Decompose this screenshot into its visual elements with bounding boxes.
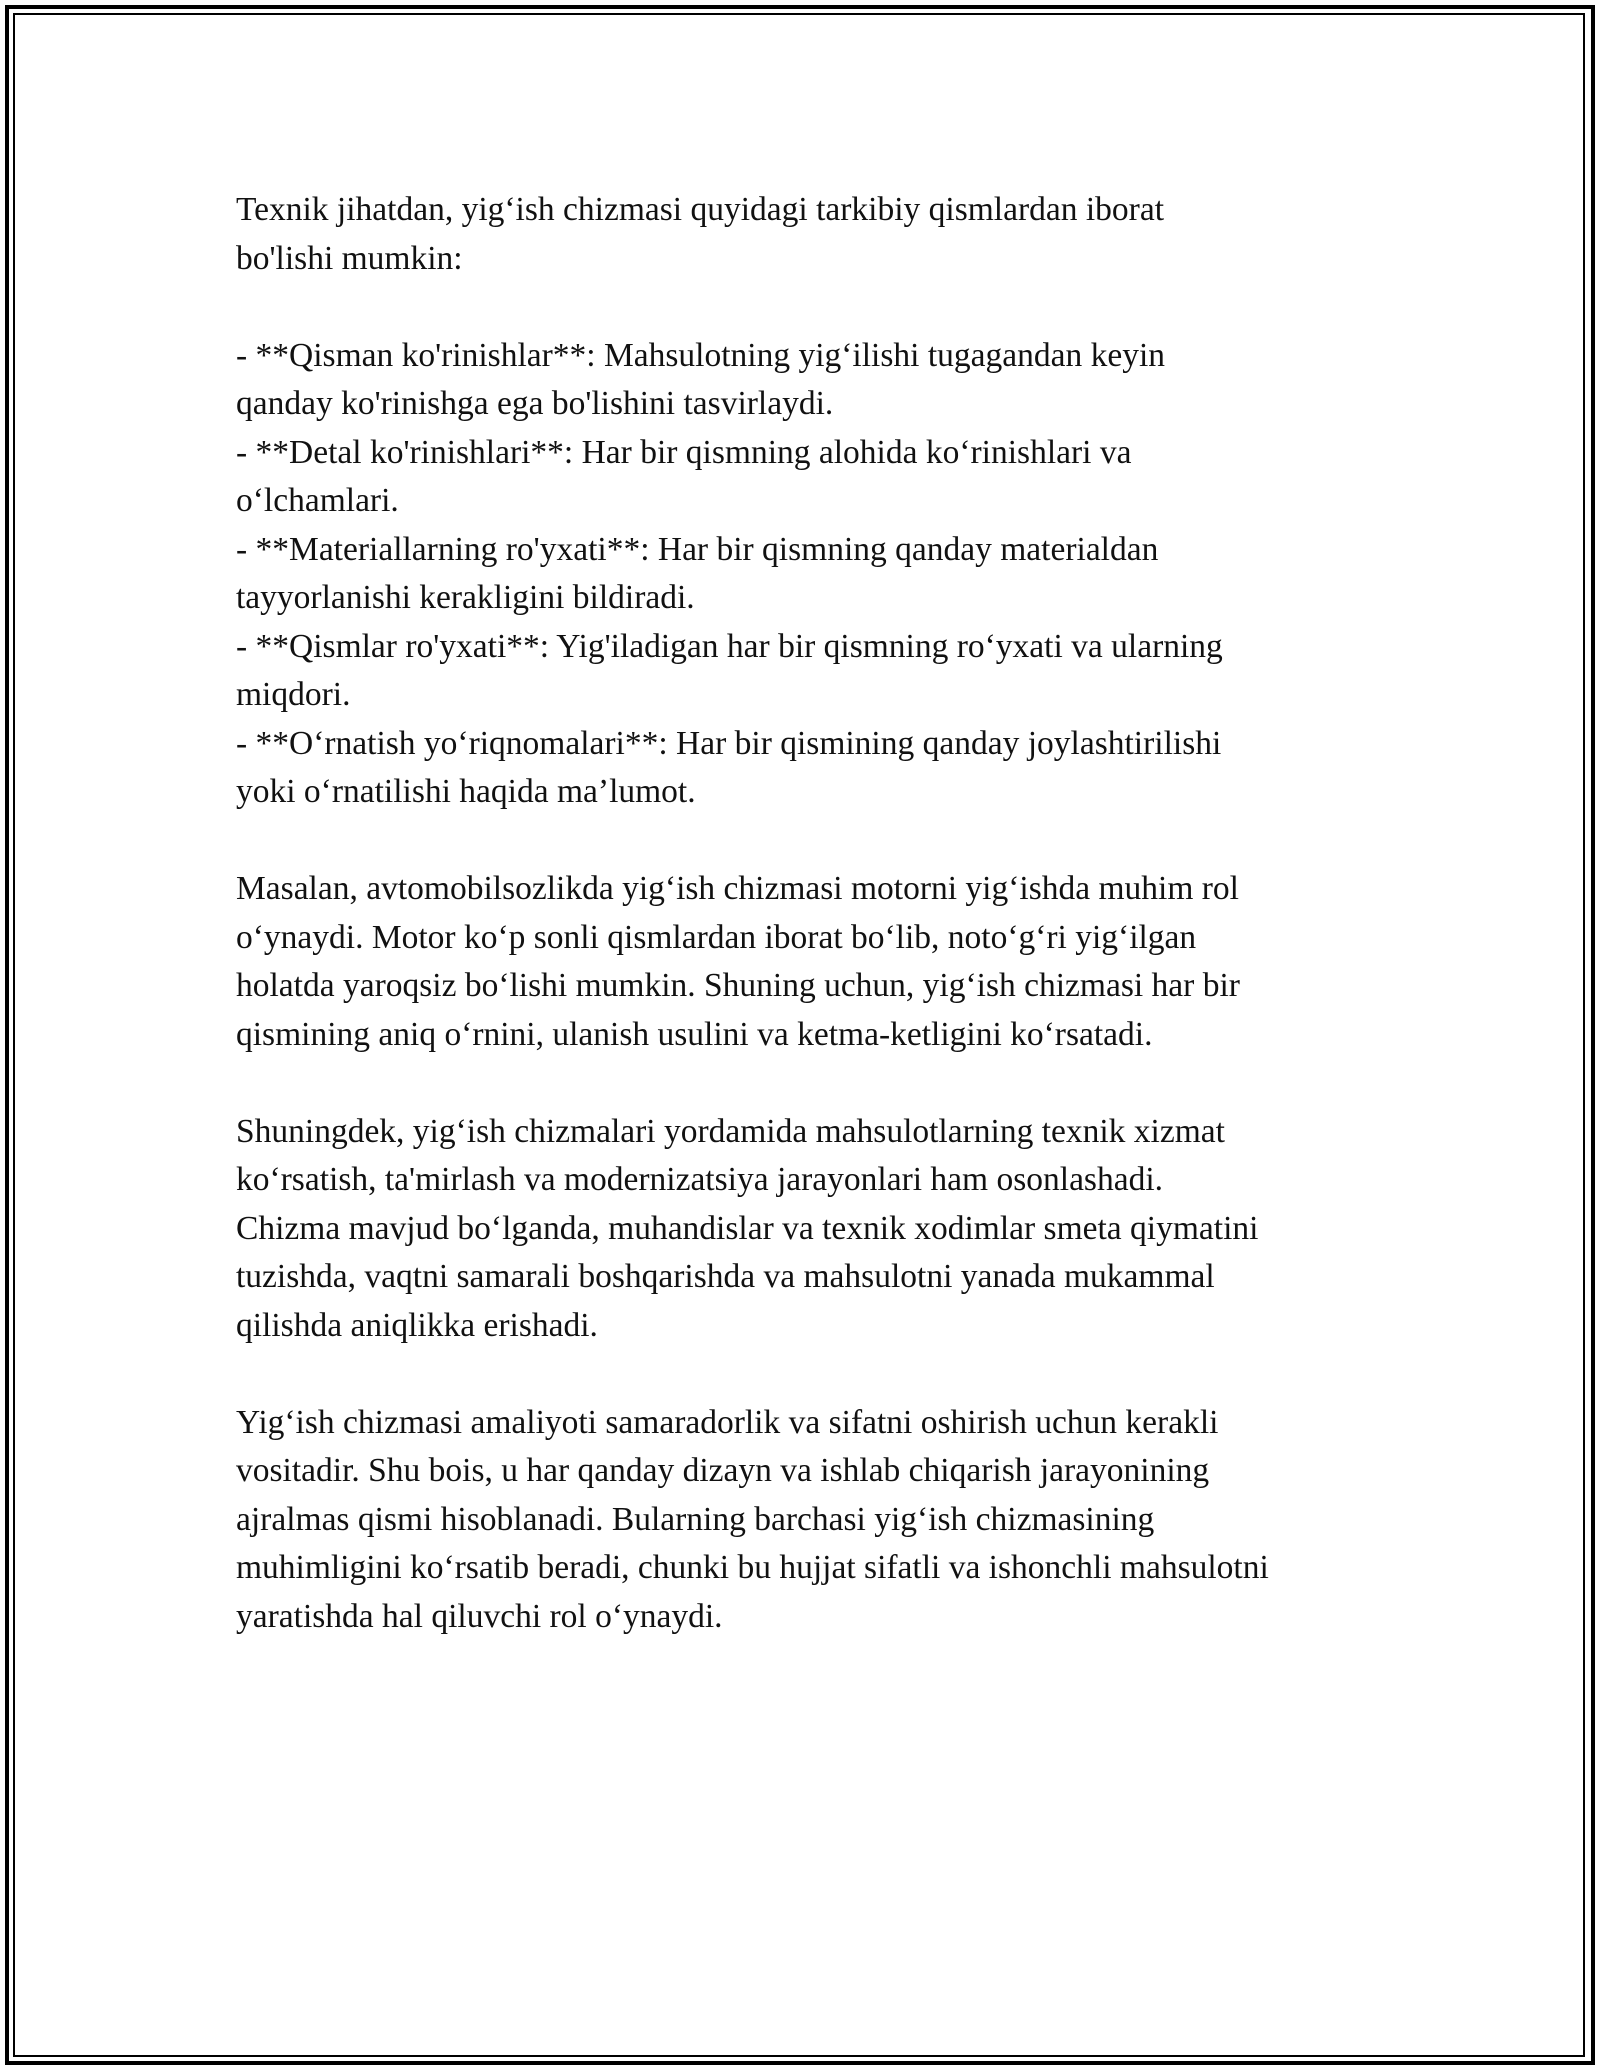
text-line: bo'lishi mumkin: [236,239,463,277]
list-item-line: - **Qisman ko'rinishlar**: Mahsulotning yig‘ilishi tugagandan keyin [236,336,1166,374]
list-item-line: yoki o‘rnatilishi haqida ma’lumot. [236,773,696,810]
text-line: o‘ynaydi. Motor ko‘p sonli qismlardan iborat bo‘lib, noto‘g‘ri yig‘ilgan [236,918,1197,956]
text-line: yaratishda hal qiluvchi rol o‘ynaydi. [236,1597,723,1635]
paragraph-automotive-example [236,865,1386,1059]
text-line: tuzishda, vaqtni samarali boshqarishda va mahsulotni yanada mukammal [236,1258,1215,1295]
text-line: Masalan, avtomobilsozlikda yig‘ish chizmasi motorni yig‘ishda muhim rol [236,870,1239,907]
text-line: Texnik jihatdan, yig‘ish chizmasi quyidagi tarkibiy qismlardan iborat [236,191,1165,228]
text-line: Shuningdek, yig‘ish chizmalari yordamida mahsulotlarning texnik xizmat [236,1112,1225,1150]
text-line: ajralmas qismi hisoblanadi. Bularning barchasi yig‘ish chizmasining [236,1500,1155,1538]
text-line: muhimligini ko‘rsatib beradi, chunki bu hujjat sifatli va ishonchli mahsulotni [236,1549,1269,1586]
paragraph-component-list [236,332,1386,817]
text-line: qismining aniq o‘rnini, ulanish usulini va ketma-ketligini ko‘rsatadi. [236,1015,1153,1053]
text-line: ko‘rsatish, ta'mirlash va modernizatsiya jarayonlari ham osonlashadi. [236,1161,1164,1198]
paragraph-intro [236,186,1386,283]
list-item-line: o‘lchamlari. [236,482,399,519]
text-line: Yig‘ish chizmasi amaliyoti samaradorlik va sifatni oshirish uchun kerakli [236,1403,1219,1441]
list-item-line: miqdori. [236,676,351,713]
list-item-line: - **Qismlar ro'yxati**: Yig'iladigan har bir qismning ro‘yxati va ularning [236,627,1223,665]
text-line: Chizma mavjud bo‘lganda, muhandislar va texnik xodimlar smeta qiymatini [236,1209,1259,1247]
paragraph-maintenance [236,1108,1386,1351]
document-body [236,186,1386,1641]
list-item-line: - **Materiallarning ro'yxati**: Har bir qismning qanday materialdan [236,530,1159,568]
text-line: holatda yaroqsiz bo‘lishi mumkin. Shuning uchun, yig‘ish chizmasi har bir [236,967,1240,1004]
list-item-line: tayyorlanishi kerakligini bildiradi. [236,579,695,616]
list-item-line: - **Detal ko'rinishlari**: Har bir qismning alohida ko‘rinishlari va [236,433,1132,471]
paragraph-conclusion [236,1399,1386,1642]
list-item-line: - **O‘rnatish yo‘riqnomalari**: Har bir qismining qanday joylashtirilishi [236,724,1222,762]
list-item-line: qanday ko'rinishga ega bo'lishini tasvirlaydi. [236,385,834,422]
text-line: vositadir. Shu bois, u har qanday dizayn va ishlab chiqarish jarayonining [236,1452,1210,1489]
text-line: qilishda aniqlikka erishadi. [236,1306,598,1344]
